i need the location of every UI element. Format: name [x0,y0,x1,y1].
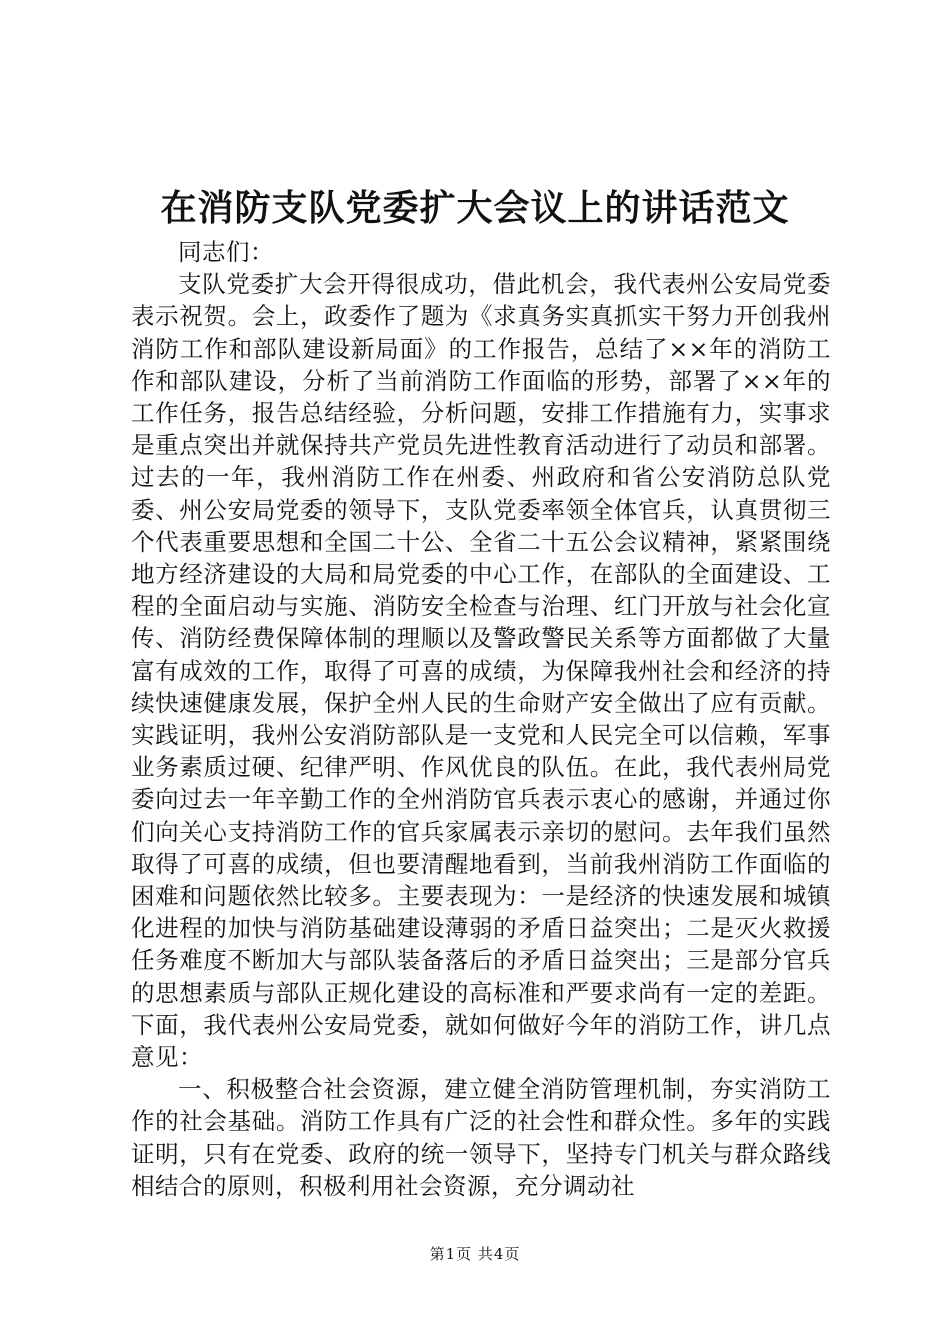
document-body [131,236,831,1202]
page-number-footer: 第1页 共4页 [429,1245,521,1263]
body-paragraph-1: 支队党委扩大会开得很成功，借此机会，我代表州公安局党委表示祝贺。会上，政委作了题为《求真务实真抓实干努力开创我州消防工作和部队建设新局面》的工作报告，总结了××年的消防工作和部队建设，分析了当前消防工作面临的形势，部署了××年的工作任务，报告总结经验，分析问题，安排工作措施有力，实事求是重点突出并就保持共产党员先进性教育活动进行了动员和部署。过去的一年，我州消防工作在州委、州政府和省公安消防总队党委、州公安局党委的领导下，支队党委率领全体官兵，认真贯彻三个代表重要思想和全国二十公、全省二十五公会议精神，紧紧围绕地方经济建设的大局和局党委的中心工作，在部队的全面建设、工程的全面启动与实施、消防安全检查与治理、红门开放与社会化宣传、消防经费保障体制的理顺以及警政警民关系等方面都做了大量富有成效的工作，取得了可喜的成绩，为保障我州社会和经济的持续快速健康发展，保护全州人民的生命财产安全做出了应有贡献。实践证明，我州公安消防部队是一支党和人民完全可以信赖，军事业务素质过硬、纪律严明、作风优良的队伍。在此，我代表州局党委向过去一年辛勤工作的全州消防官兵表示衷心的感谢，并通过你们向关心支持消防工作的官兵家属表示亲切的慰问。去年我们虽然取得了可喜的成绩，但也要清醒地看到，当前我州消防工作面临的困难和问题依然比较多。主要表现为：一是经济的快速发展和城镇化进程的加快与消防基础建设薄弱的矛盾日益突出；二是灭火救援任务难度不断加大与部队装备落后的矛盾日益突出；三是部分官兵的思想素质与部队正规化建设的高标准和严要求尚有一定的差距。下面，我代表州公安局党委，就如何做好今年的消防工作，讲几点意见： [131,270,831,1072]
greeting-paragraph: 同志们： [178,238,274,266]
document-title: 在消防支队党委扩大会议上的讲话范文 [160,187,790,229]
body-paragraph-2: 一、积极整合社会资源，建立健全消防管理机制，夯实消防工作的社会基础。消防工作具有广泛的社会性和群众性。多年的实践证明，只有在党委、政府的统一领导下，坚持专门机关与群众路线相结合的原则，积极利用社会资源，充分调动社 [131,1075,831,1200]
